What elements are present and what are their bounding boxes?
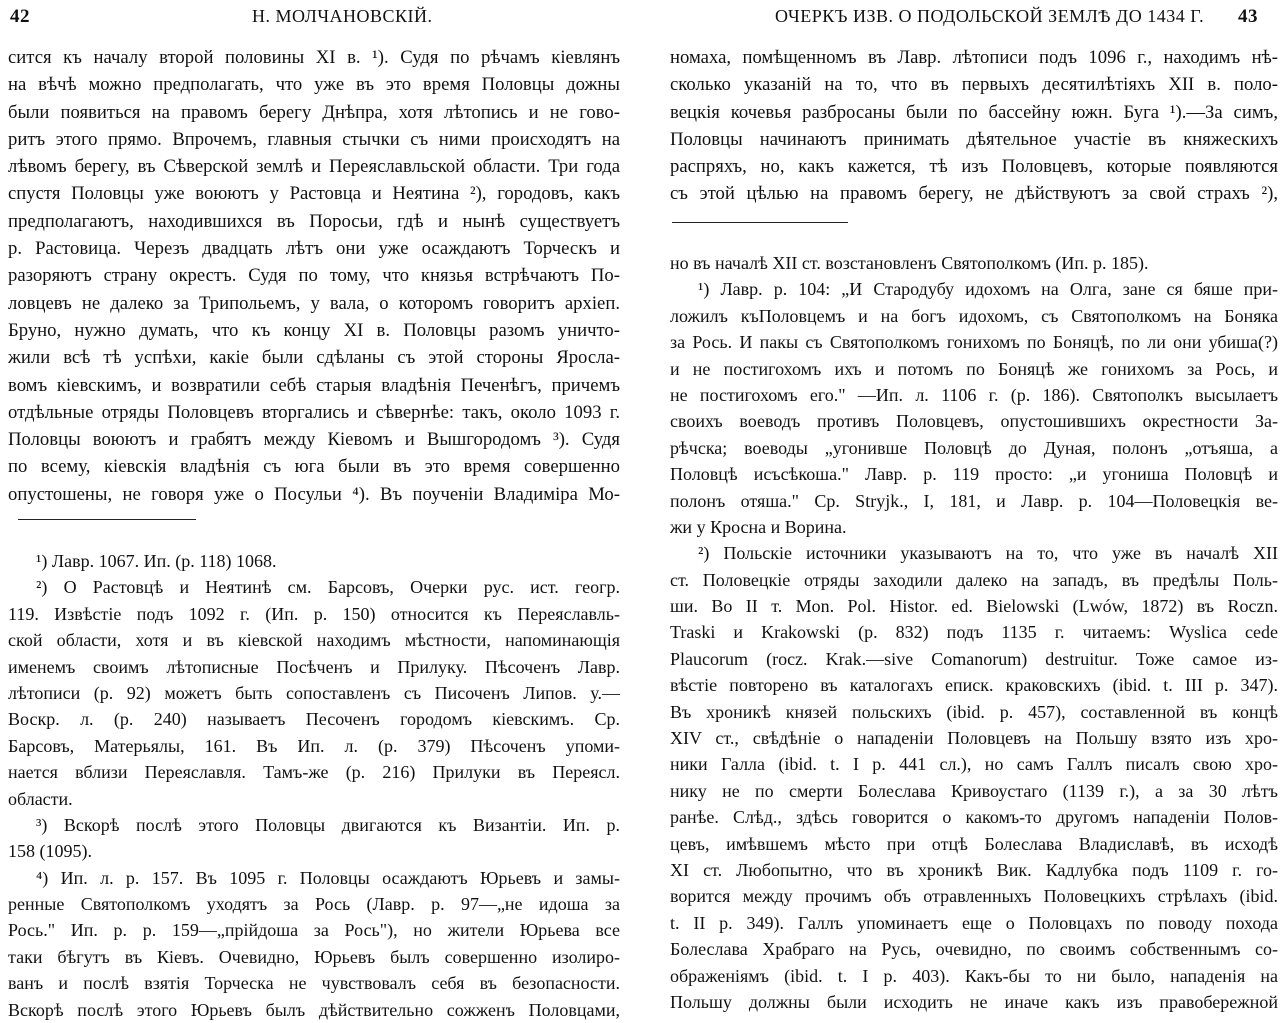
footnote-line: Польшу должны были исходить не иначе какъ изъ правобережной xyxy=(670,991,1278,1012)
footnote-line: и не постигохомъ ихъ и потомъ по Боняцѣ же гонихомъ за Рось, и xyxy=(670,358,1278,379)
text-line: по всему, кіевскія владѣнія съ юга были въ это время совершенно xyxy=(8,456,620,478)
footnote-line: нику не по смерти Болеслава Кривоустаго (1139 г.), а за 30 лѣтъ xyxy=(670,780,1278,801)
text-line: спустя Половцы уже воюютъ у Растовца и Неятина ²), городовъ, какъ xyxy=(8,183,620,205)
footnote-line: ши. Во II т. Mon. Pol. Histor. ed. Bielowski (Lwów, 1872) въ Roczn. xyxy=(670,596,1278,617)
text-line: номаха, помѣщенномъ въ Лавр. лѣтописи подъ 1096 г., находимъ нѣ- xyxy=(670,47,1278,68)
footnote-line: Воскр. л. (р. 240) называетъ Песоченъ городомъ кіевскимъ. Ср. xyxy=(8,709,620,730)
footnote-line: ворится между прочимъ объ отравленныхъ Половецкихъ стрѣлахъ (ibid. xyxy=(670,886,1278,907)
text-line: предполагаютъ, находившихся въ Поросьи, гдѣ и нынѣ существуетъ xyxy=(8,210,620,232)
text-line: Половцы начинаютъ принимать дѣятельное участіе въ княжескихъ xyxy=(670,128,1278,150)
footnote-line: не постигохомъ его." —Ип. л. 1106 г. (р. 186). Святополкъ высылаетъ xyxy=(670,384,1278,405)
footnote-line: Барсовъ, Матерьялы, 161. Въ Ип. л. (р. 379) Пѣсоченъ упоми- xyxy=(8,735,620,756)
text-line: Бруно, нужно думать, что къ концу XI в. Половцы разомъ уничто- xyxy=(8,319,620,341)
footnote-line: ображеніямъ (ibid. t. I p. 403). Какъ-бы то ни было, нападенія на xyxy=(670,965,1278,986)
footnote-line: XIV ст., свѣдѣніе о нападеніи Половцевъ на Польшу взято изъ хро- xyxy=(670,728,1278,749)
footnotes xyxy=(670,250,1278,1015)
text-line: жили всѣ тѣ успѣхи, какіе были сдѣланы съ этой стороны Яросла- xyxy=(8,347,620,369)
footnote-line: ской области, хотя и въ кіевской находимъ мѣстности, напоминающія xyxy=(8,630,620,651)
footnote-line: ¹) Лавр. 1067. Ип. (р. 118) 1068. xyxy=(36,551,277,571)
footnote-line: но въ началѣ XII ст. возстановленъ Святополкомъ (Ип. р. 185). xyxy=(670,253,1149,273)
footnote-line: ники Галла (ibid. t. I p. 441 сл.), но самъ Галлъ писалъ свою хро- xyxy=(670,754,1278,775)
text-line: ритъ этого прямо. Впрочемъ, главныя стычки съ ними происходятъ на xyxy=(8,128,620,150)
footnote-line: своихъ воеводъ противъ Половцевъ, опустошившихъ окрестности За- xyxy=(670,411,1278,432)
text-line: были появиться на правомъ берегу Днѣпра, хотя лѣтопись и не гово- xyxy=(8,101,620,123)
footnote-line: ²) О Растовцѣ и Неятинѣ см. Барсовъ, Очерки рус. ист. геогр. xyxy=(36,577,620,598)
footnote-line: вѣстіе повторено въ каталогахъ еписк. краковскихъ (ibid. t. III p. 347). xyxy=(670,675,1278,696)
text-line: Половцы воюютъ и грабятъ между Кіевомъ и Вышгородомъ ³). Судя xyxy=(8,429,620,451)
footnote-line: таки бѣгутъ въ Кіевъ. Очевидно, Юрьевъ былъ совершенно изолиро- xyxy=(8,946,620,967)
text-line: вецкія кочевья разбросаны были по бассейну южн. Буга ¹).—За симъ, xyxy=(670,101,1278,123)
footnote-line: Plaucorum (rocz. Krak.—sive Comanorum) destruitur. Тоже самое из- xyxy=(670,648,1278,669)
text-line: опустошены, не говоря уже о Посульи ⁴). Въ поученіи Владиміра Мо- xyxy=(8,483,620,505)
footnote-rule xyxy=(672,222,848,223)
footnote-line: Traski и Krakowski (р. 832) подъ 1135 г. читаемъ: Wyslica cede xyxy=(670,622,1278,643)
footnote-rule xyxy=(18,519,196,520)
footnote-line: ванъ и послѣ взятія Торческа не чувствовалъ себя въ безопасности. xyxy=(8,973,620,994)
footnote-line: нается вблизи Переяславля. Тамъ-же (р. 216) Прилуки въ Переясл. xyxy=(8,762,620,783)
text-line: р. Растовица. Черезъ двадцать лѣтъ они уже осаждаютъ Торческъ и xyxy=(8,238,620,260)
footnote-line: ⁴) Ип. л. р. 157. Въ 1095 г. Половцы осаждаютъ Юрьевъ и замы- xyxy=(36,867,620,888)
body-text xyxy=(670,44,1278,208)
text-line: распряхъ, но, какъ кажется, тѣ изъ Половцевъ, которые появляются xyxy=(670,156,1278,178)
right-page xyxy=(640,0,1280,1018)
footnotes xyxy=(8,548,620,1023)
footnote-line: области. xyxy=(8,788,73,809)
text-line: сится къ началу второй половины XI в. ¹). Судя по рѣчамъ кіевлянъ xyxy=(8,47,620,68)
footnote-line: Рось." Ип. р. р. 159—„прійдоша за Рось"), но жители Юрьева все xyxy=(8,920,620,941)
footnote-line: именемъ своимъ лѣтописные Посѣченъ и Прилуку. Пѣсоченъ Лавр. xyxy=(8,656,620,677)
footnote-line: лѣтописи (р. 92) можетъ быть сопоставленъ съ Писоченъ Липов. у.— xyxy=(8,682,620,703)
footnote-line: Половцѣ исъсѣкоша." Лавр. р. 119 просто: „и угониша Половцѣ и xyxy=(670,464,1278,485)
page-number: 42 xyxy=(10,6,30,27)
footnote-line: ренные Святополкомъ уходятъ за Рось (Лавр. р. 97—„не идоша за xyxy=(8,894,620,915)
footnote-line: ³) Вскорѣ послѣ этого Половцы двигаются къ Византіи. Ип. р. xyxy=(36,814,620,835)
text-line: съ этой цѣлью на правомъ берегу, не дѣйствуютъ за свой страхъ ²), xyxy=(670,183,1278,205)
text-line: разоряютъ страну окрестъ. Судя по тому, что князья встрѣчаютъ По- xyxy=(8,265,620,287)
footnote-line: t. II p. 349). Галлъ упоминаетъ еще о Половцахъ по поводу похода xyxy=(670,912,1278,933)
left-page xyxy=(0,0,640,1018)
footnote-line: полонъ отяша." Ср. Stryjk., I, 181, и Лавр. р. 104—Половецкія ве- xyxy=(670,490,1278,511)
footnote-line: за Рось. И пакы съ Святополкомъ гонихомъ по Боняцѣ, по ли они убиша(?) xyxy=(670,332,1278,353)
text-line: отдѣльные отряды Половцевъ вторгались и сѣвернѣе: такъ, около 1093 г. xyxy=(8,401,620,423)
text-line: на вѣчѣ можно предполагать, что уже въ это время Половцы дожны xyxy=(8,74,620,96)
footnote-line: XI ст. Любопытно, что въ хроникѣ Вик. Кадлубка подъ 1109 г. го- xyxy=(670,859,1278,880)
running-head: ОЧЕРКЪ ИЗВ. О ПОДОЛЬСКОЙ ЗЕМЛѢ ДО 1434 Г. xyxy=(775,6,1205,26)
footnote-line: ранѣе. Слѣд., здѣсь говорится о какомъ-то другомъ нападеніи Полов- xyxy=(670,807,1278,828)
footnote-line: Болеслава Храбраго на Русь, очевидно, по своимъ собственнымъ со- xyxy=(670,939,1278,960)
footnote-line: жи у Кросна и Ворина. xyxy=(670,516,847,537)
footnote-line: ст. Половецкіе отряды заходили далеко на западъ, въ предѣлы Поль- xyxy=(670,569,1278,590)
footnote-line: Вскорѣ послѣ этого Юрьевъ былъ дѣйствительно сожженъ Половцами, xyxy=(8,999,620,1020)
text-line: лѣвомъ берегу, въ Сѣверской землѣ и Переяславльской области. Три года xyxy=(8,156,620,178)
footnote-line: 119. Извѣстіе подъ 1092 г. (Ип. р. 150) относится къ Переяславль- xyxy=(8,603,620,624)
footnote-line: ложилъ къПоловцемъ и на богъ идохомъ, съ Святополкомъ на Боняка xyxy=(670,305,1278,326)
running-head: Н. МОЛЧАНОВСКІЙ. xyxy=(252,6,433,26)
body-text xyxy=(8,44,620,508)
page-number: 43 xyxy=(1238,6,1258,27)
footnote-line: 158 (1095). xyxy=(8,841,92,862)
text-line: сколько указаній на то, что въ первыхъ десятилѣтіяхъ XII в. поло- xyxy=(670,74,1278,96)
footnote-line: ²) Польскіе источники указываютъ на то, что уже въ началѣ XII xyxy=(698,543,1278,564)
footnote-line: цевъ, имѣвшемъ мѣсто при отцѣ Болеслава Владиславѣ, въ исходѣ xyxy=(670,833,1278,854)
footnote-line: рѣчска; воеводы „угонивше Половцѣ до Дуная, полонъ „отъяша, а xyxy=(670,437,1278,458)
text-line: вомъ кіевскимъ, и возвратили себѣ старыя владѣнія Печенѣгъ, причемъ xyxy=(8,374,620,396)
footnote-line: ¹) Лавр. р. 104: „И Стародубу идохомъ на Олга, зане ся бяше при- xyxy=(698,279,1278,300)
text-line: ловцевъ не далеко за Трипольемъ, у вала, о которомъ говоритъ архіеп. xyxy=(8,292,620,314)
footnote-line: Въ хроникѣ князей польскихъ (ibid. р. 457), составленной въ концѣ xyxy=(670,701,1278,722)
